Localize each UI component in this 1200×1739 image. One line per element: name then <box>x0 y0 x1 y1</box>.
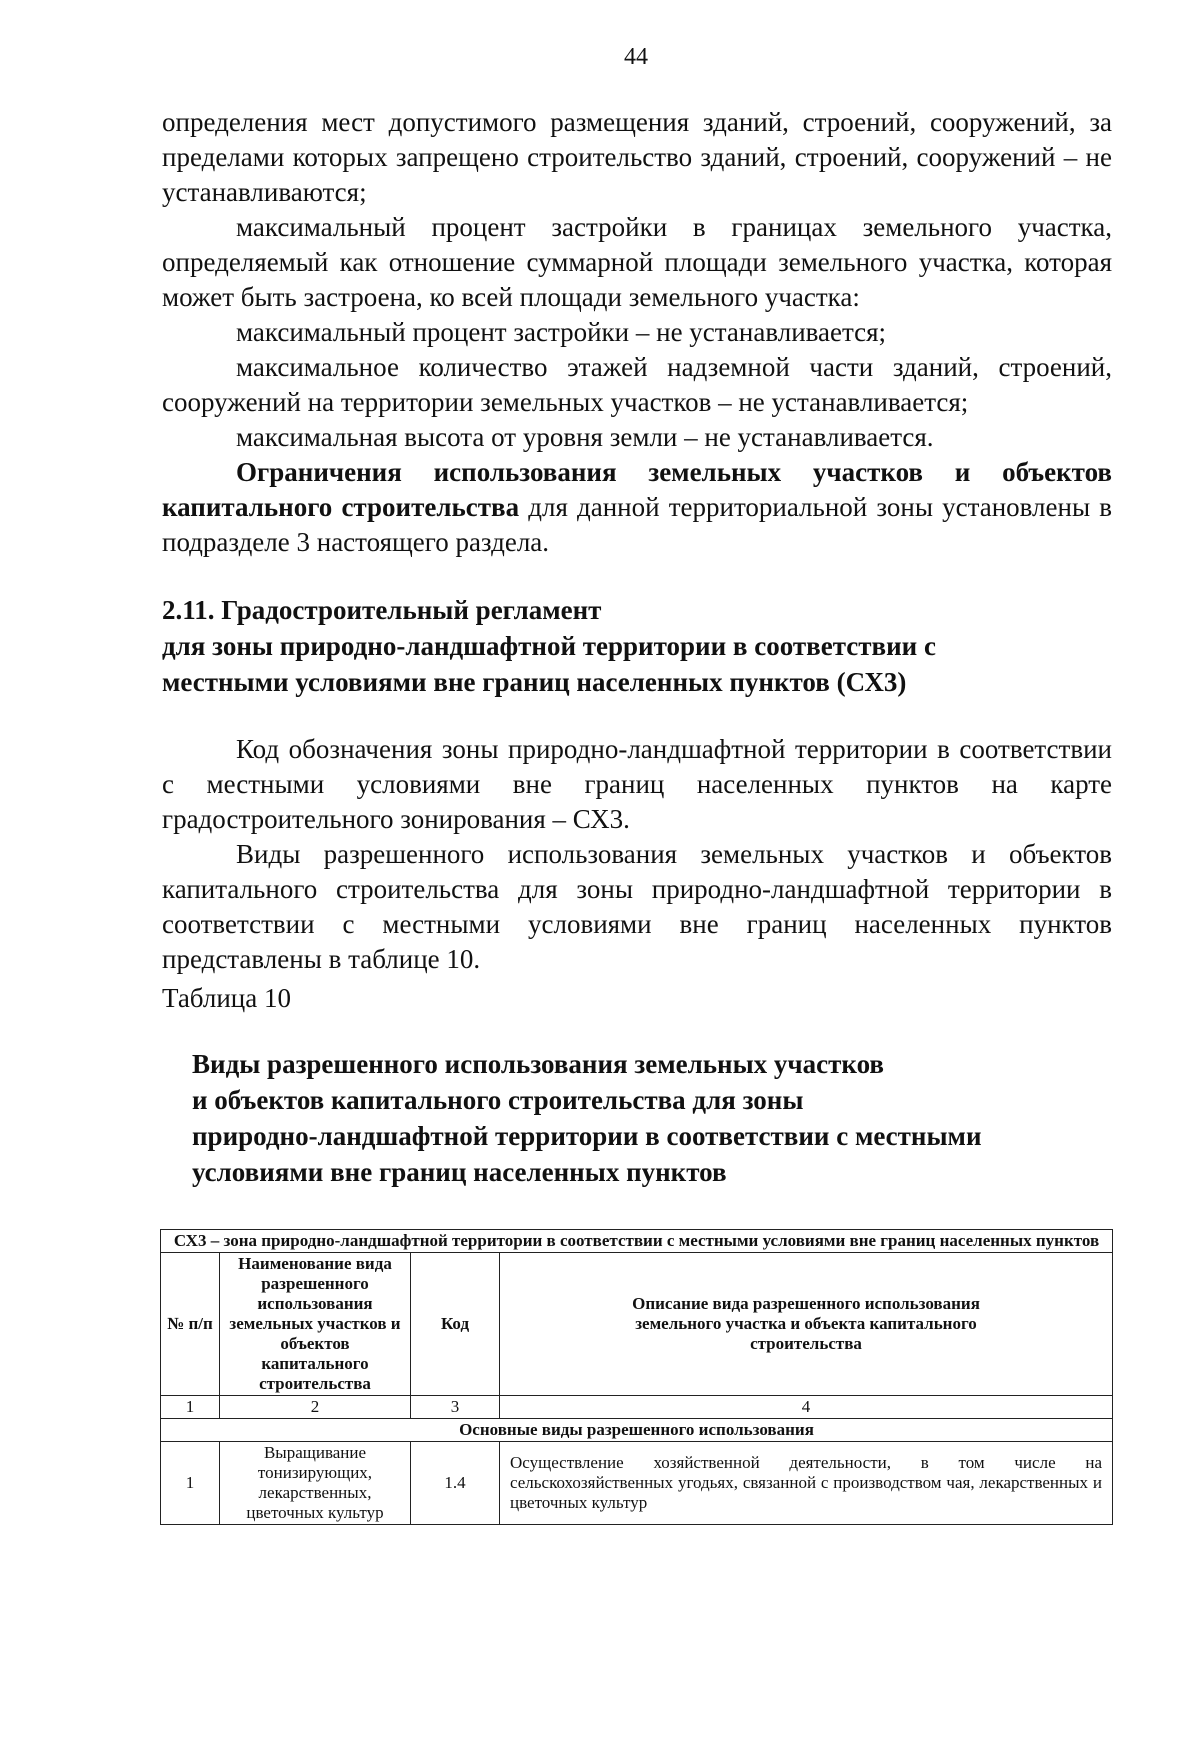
column-header-code: Код <box>411 1253 500 1396</box>
column-number-3: 3 <box>411 1396 500 1419</box>
column-header-name: Наименование вида разрешенного использования земельных участков и объектов капитального строительства <box>220 1253 411 1396</box>
paragraph-restrictions <box>162 455 1112 560</box>
paragraph-permitted-uses: Виды разрешенного использования земельных участков и объектов капитального строительства для зоны природно-ландшафтной территории в соответствии с местными условиями вне границ населенных пунктов представлены в таблице 10. <box>162 839 1112 974</box>
row-num: 1 <box>161 1442 220 1525</box>
table-zone-header-row <box>161 1230 1113 1253</box>
permitted-uses-table <box>160 1229 1113 1525</box>
section-heading <box>162 592 1112 700</box>
table-title <box>162 1046 1112 1190</box>
column-header-num: № п/п <box>161 1253 220 1396</box>
table-title-line-1: Виды разрешенного использования земельных участков <box>192 1049 884 1079</box>
zone-header-cell: СХ3 – зона природно-ландшафтной территории в соответствии с местными условиями вне границ населенных пунктов <box>161 1230 1113 1253</box>
section-header-cell: Основные виды разрешенного использования <box>161 1419 1113 1442</box>
paragraph-max-coverage: максимальный процент застройки – не устанавливается; <box>236 317 887 347</box>
column-number-4: 4 <box>500 1396 1113 1419</box>
paragraph-max-floors: максимальное количество этажей надземной части зданий, строений, сооружений на территории земельных участков – не устанавливается; <box>162 352 1112 417</box>
section-heading-line-1: 2.11. Градостроительный регламент <box>162 595 602 625</box>
restrictions-bold-text: Ограничения использования земельных участков и объектов капитального строительства <box>162 457 1112 522</box>
column-header-description: Описание вида разрешенного использования земельного участка и объекта капитального строительства <box>500 1253 1113 1396</box>
section-heading-line-3: местными условиями вне границ населенных пунктов (СХ3) <box>162 667 907 697</box>
paragraph-setback-rules: определения мест допустимого размещения зданий, строений, сооружений, за пределами которых запрещено строительство зданий, строений, сооружений – не устанавливаются; <box>162 107 1112 207</box>
table-title-line-2: и объектов капитального строительства для зоны <box>192 1085 804 1115</box>
table-title-line-4: условиями вне границ населенных пунктов <box>192 1157 727 1187</box>
table-column-number-row <box>161 1396 1113 1419</box>
column-number-1: 1 <box>161 1396 220 1419</box>
table-section-header-row <box>161 1419 1113 1442</box>
row-name: Выращивание тонизирующих, лекарственных, цветочных культур <box>220 1442 411 1525</box>
table-title-line-3: природно-ландшафтной территории в соответствии с местными <box>192 1121 982 1151</box>
restrictions-text: для данной территориальной зоны установлены в подразделе 3 настоящего раздела. <box>162 492 1112 557</box>
table-column-header-row <box>161 1253 1113 1396</box>
row-code: 1.4 <box>411 1442 500 1525</box>
column-number-2: 2 <box>220 1396 411 1419</box>
document-body <box>162 105 1112 1190</box>
row-description: Осуществление хозяйственной деятельности, в том числе на сельскохозяйственных угодьях, связанной с производством чая, лекарственных и цветочных культур <box>500 1442 1113 1525</box>
page-number: 44 <box>624 44 648 70</box>
paragraph-zone-code: Код обозначения зоны природно-ландшафтной территории в соответствии с местными условиями вне границ населенных пунктов на карте градостроительного зонирования – СХ3. <box>162 734 1112 834</box>
table-row <box>161 1442 1113 1525</box>
paragraph-max-height: максимальная высота от уровня земли – не устанавливается. <box>236 422 934 452</box>
paragraph-max-coverage-definition: максимальный процент застройки в границах земельного участка, определяемый как отношение суммарной площади земельного участка, которая может быть застроена, ко всей площади земельного участка: <box>162 212 1112 312</box>
section-heading-line-2: для зоны природно-ландшафтной территории в соответствии с <box>162 631 936 661</box>
table-caption: Таблица 10 <box>162 983 291 1013</box>
